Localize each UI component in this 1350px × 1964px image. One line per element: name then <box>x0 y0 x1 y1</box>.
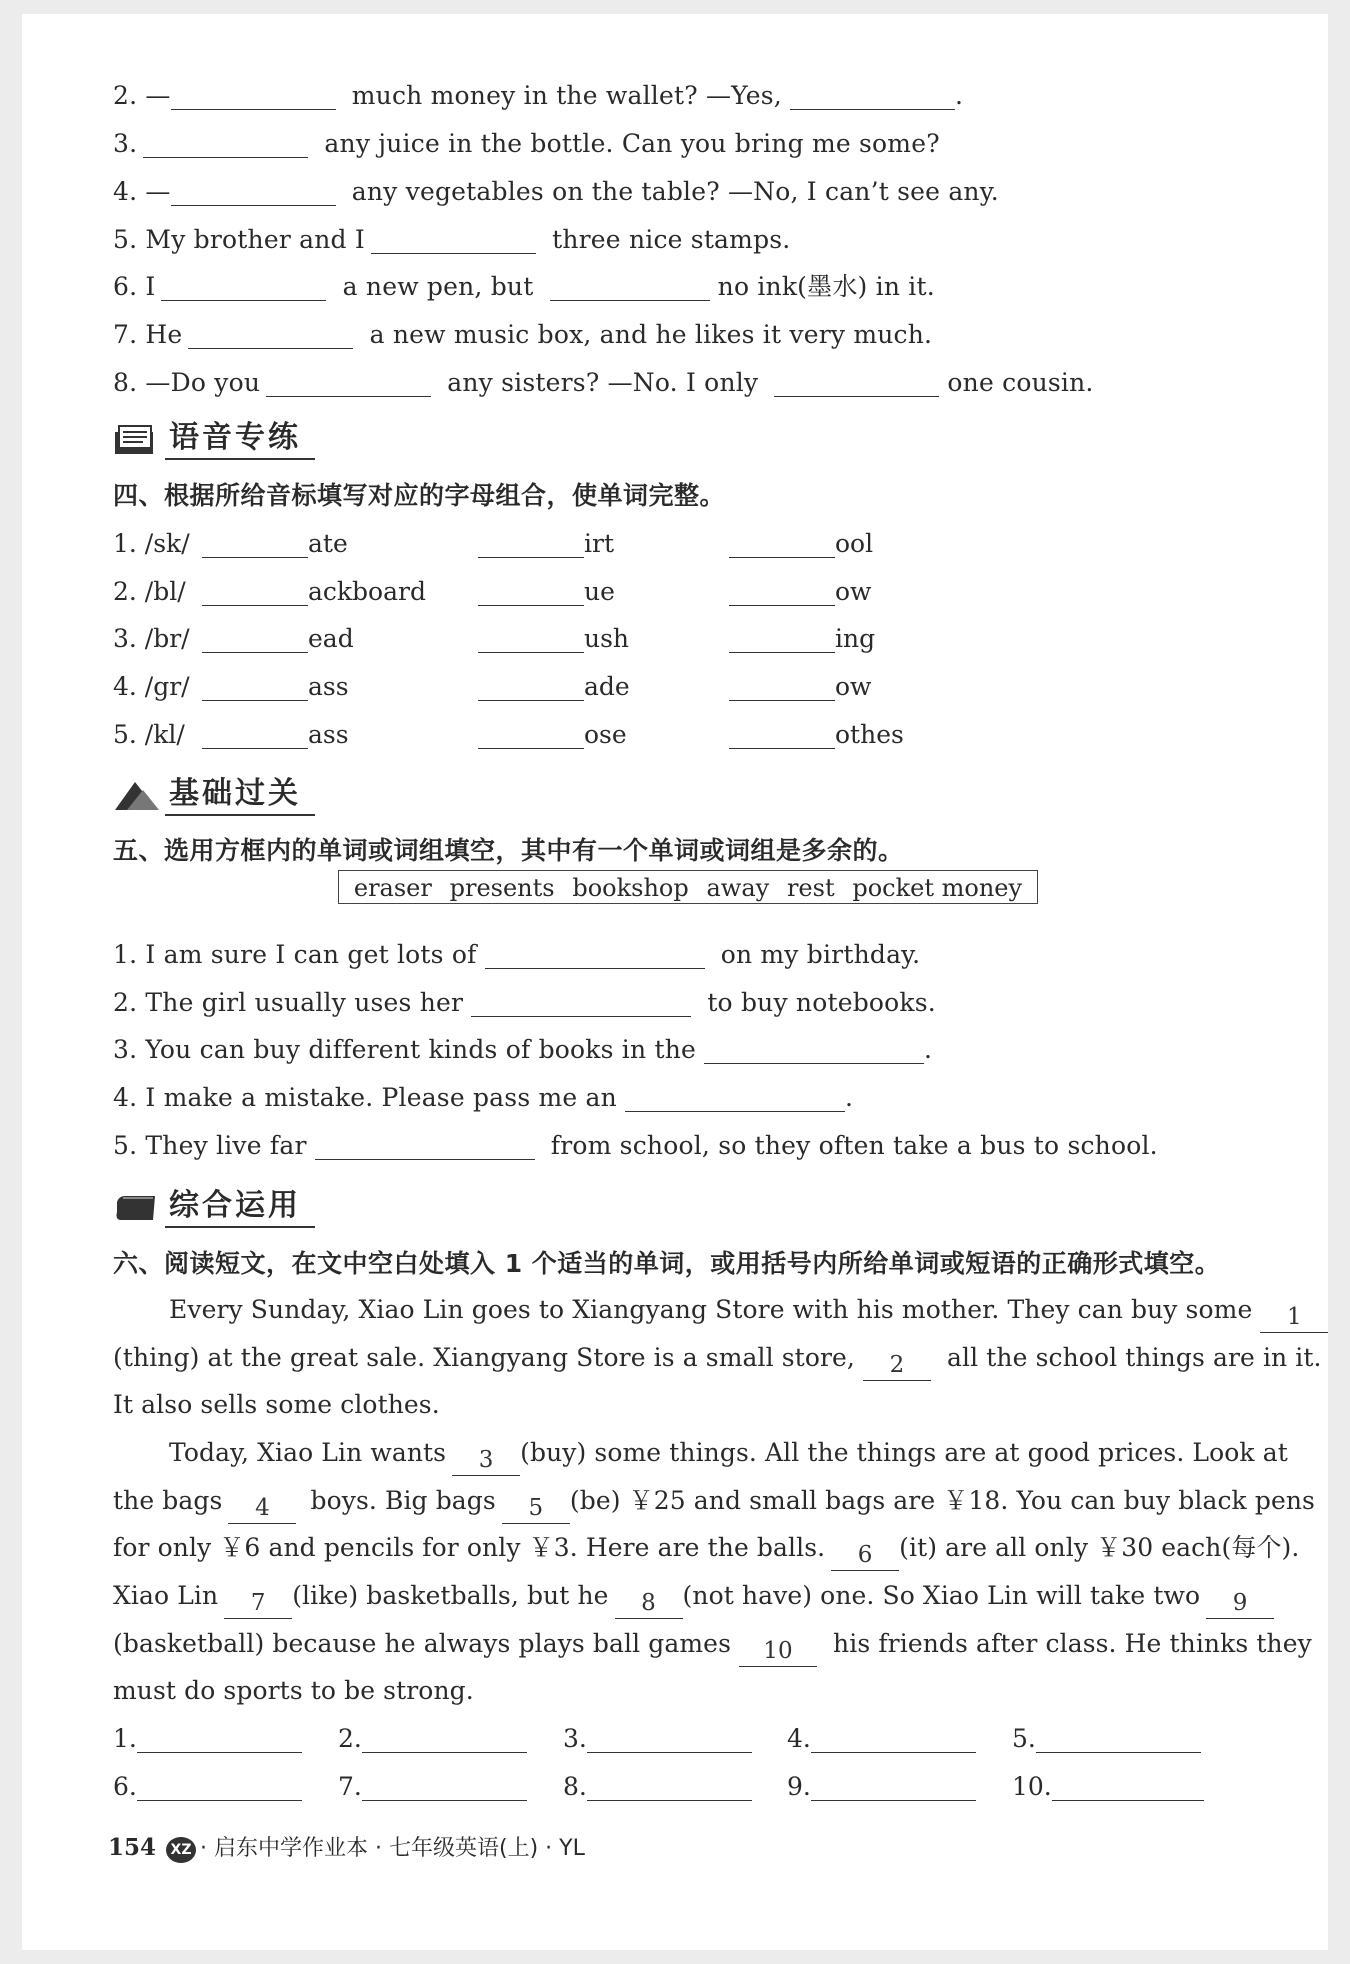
answer-blank[interactable] <box>1036 1722 1201 1753</box>
passage-line: Today, Xiao Lin wants 3 (buy) some things. All the things are at good prices. Look at <box>113 1433 1321 1473</box>
passage-blank[interactable]: 5 <box>502 1493 570 1524</box>
answer-blank[interactable] <box>729 527 835 558</box>
q5-2: 2. The girl usually uses her to buy notebooks. <box>113 988 936 1017</box>
q3-2: 2. — much money in the wallet? —Yes, . <box>113 81 964 110</box>
section-title: 基础过关 <box>169 776 301 811</box>
publisher-badge: XZ <box>166 1837 196 1863</box>
passage-line: (thing) at the great sale. Xiangyang Store is a small store, 2 all the school things are in it. <box>113 1338 1265 1378</box>
answer-blank[interactable] <box>774 366 939 397</box>
answer-blank[interactable] <box>811 1722 976 1753</box>
q5-3: 3. You can buy different kinds of books in the . <box>113 1035 933 1064</box>
section-divider <box>165 458 315 460</box>
answer-blank[interactable] <box>478 622 584 653</box>
answer-blank[interactable] <box>266 366 431 397</box>
answer-blank[interactable] <box>478 575 584 606</box>
answer-blank[interactable] <box>202 575 308 606</box>
answer-slot: 9. <box>787 1767 976 1807</box>
section-title: 语音专练 <box>169 420 301 455</box>
word-bank-box <box>338 870 1038 904</box>
answer-blank[interactable] <box>188 318 353 349</box>
answer-blank[interactable] <box>202 718 308 749</box>
answer-blank[interactable] <box>362 1722 527 1753</box>
answer-blank[interactable] <box>171 175 336 206</box>
passage-blank[interactable]: 9 <box>1206 1588 1274 1619</box>
passage-blank[interactable]: 6 <box>831 1540 899 1571</box>
q3-5: 5. My brother and I three nice stamps. <box>113 225 791 254</box>
answer-blank[interactable] <box>790 79 955 110</box>
passage-line: the bags 4 boys. Big bags 5 (be) ￥25 and small bags are ￥18. You can buy black pens <box>113 1481 1265 1521</box>
answer-slot: 2. <box>338 1719 527 1759</box>
section-title: 综合运用 <box>169 1188 301 1223</box>
footer-text: · 启东中学作业本 · 七年级英语(上) · YL <box>200 1836 585 1861</box>
q3-4: 4. — any vegetables on the table? —No, I can’t see any. <box>113 177 999 206</box>
answer-blank[interactable] <box>1052 1770 1204 1801</box>
answer-slot: 6. <box>113 1767 302 1807</box>
q3-6: 6. I a new pen, but no ink(墨水) in it. <box>113 272 935 301</box>
word-bank-item: rest <box>786 874 835 902</box>
passage-line: Xiao Lin 7 (like) basketballs, but he 8 (not have) one. So Xiao Lin will take two 9 <box>113 1576 1265 1616</box>
answer-slot: 3. <box>563 1719 752 1759</box>
q3-3: 3. any juice in the bottle. Can you bring me some? <box>113 129 940 158</box>
answer-blank[interactable] <box>485 938 705 969</box>
answer-blank[interactable] <box>161 270 326 301</box>
answer-slot: 4. <box>787 1719 976 1759</box>
q3-7: 7. He a new music box, and he likes it very much. <box>113 320 933 349</box>
answer-blank[interactable] <box>371 223 536 254</box>
mountain-icon <box>113 778 161 816</box>
passage-blank[interactable]: 10 <box>739 1636 817 1667</box>
q5-5: 5. They live far from school, so they often take a bus to school. <box>113 1131 1158 1160</box>
passage-blank[interactable]: 4 <box>228 1493 296 1524</box>
answer-blank[interactable] <box>729 670 835 701</box>
answer-blank[interactable] <box>550 270 710 301</box>
answer-blank[interactable] <box>478 670 584 701</box>
answer-blank[interactable] <box>362 1770 527 1801</box>
answer-slot: 5. <box>1012 1719 1201 1759</box>
passage-blank[interactable]: 8 <box>615 1588 683 1619</box>
passage-line: It also sells some clothes. <box>113 1390 440 1419</box>
page-number: 154 <box>108 1834 157 1861</box>
answer-blank[interactable] <box>729 718 835 749</box>
word-bank-item: presents <box>449 874 555 902</box>
answer-blank[interactable] <box>471 986 691 1017</box>
section-header-phonics <box>113 418 323 462</box>
passage-blank[interactable]: 2 <box>863 1350 931 1381</box>
answer-slot: 7. <box>338 1767 527 1807</box>
passage-line: for only ￥6 and pencils for only ￥3. Here are the balls. 6 (it) are all only ￥30 each(每个). <box>113 1528 1265 1568</box>
passage-blank[interactable]: 7 <box>224 1588 292 1619</box>
answer-blank[interactable] <box>587 1770 752 1801</box>
answer-blank[interactable] <box>811 1770 976 1801</box>
answer-blank[interactable] <box>478 527 584 558</box>
notebook-icon <box>113 1190 161 1228</box>
passage-line: Every Sunday, Xiao Lin goes to Xiangyang Store with his mother. They can buy some 1 <box>113 1290 1321 1330</box>
answer-blank[interactable] <box>625 1081 845 1112</box>
q5-1: 1. I am sure I can get lots of on my birthday. <box>113 940 921 969</box>
section-divider <box>165 1226 315 1228</box>
section-divider <box>165 814 315 816</box>
part4-heading: 四、根据所给音标填写对应的字母组合，使单词完整。 <box>113 481 726 510</box>
answer-blank[interactable] <box>143 127 308 158</box>
answer-slot: 8. <box>563 1767 752 1807</box>
answer-blank[interactable] <box>729 575 835 606</box>
answer-blank[interactable] <box>315 1129 535 1160</box>
answer-blank[interactable] <box>137 1722 302 1753</box>
section-header-apply <box>113 1186 323 1230</box>
answer-blank[interactable] <box>729 622 835 653</box>
q5-4: 4. I make a mistake. Please pass me an . <box>113 1083 854 1112</box>
answer-blank[interactable] <box>202 622 308 653</box>
part5-heading: 五、选用方框内的单词或词组填空，其中有一个单词或词组是多余的。 <box>113 836 904 865</box>
passage-line: must do sports to be strong. <box>113 1676 474 1705</box>
answer-blank[interactable] <box>137 1770 302 1801</box>
passage-line: (basketball) because he always plays ball games 10 his friends after class. He thinks they <box>113 1624 1265 1664</box>
word-bank-item: bookshop <box>572 874 689 902</box>
answer-blank[interactable] <box>478 718 584 749</box>
book-icon <box>113 422 157 462</box>
passage-blank[interactable]: 3 <box>452 1445 520 1476</box>
answer-blank[interactable] <box>704 1033 924 1064</box>
part6-heading: 六、阅读短文，在文中空白处填入 1 个适当的单词，或用括号内所给单词或短语的正确形式填空。 <box>113 1249 1221 1278</box>
answer-blank[interactable] <box>587 1722 752 1753</box>
word-bank-item: pocket money <box>852 874 1023 902</box>
word-bank-item: away <box>706 874 770 902</box>
passage-blank[interactable]: 1 <box>1260 1302 1328 1333</box>
answer-blank[interactable] <box>202 527 308 558</box>
answer-slot: 10. <box>1012 1767 1204 1807</box>
word-bank-item: eraser <box>353 874 432 902</box>
answer-slot: 1. <box>113 1719 302 1759</box>
section-header-basic <box>113 774 323 818</box>
answer-blank[interactable] <box>202 670 308 701</box>
page-footer <box>108 1828 585 1868</box>
q3-8: 8. —Do you any sisters? —No. I only one cousin. <box>113 368 1094 397</box>
